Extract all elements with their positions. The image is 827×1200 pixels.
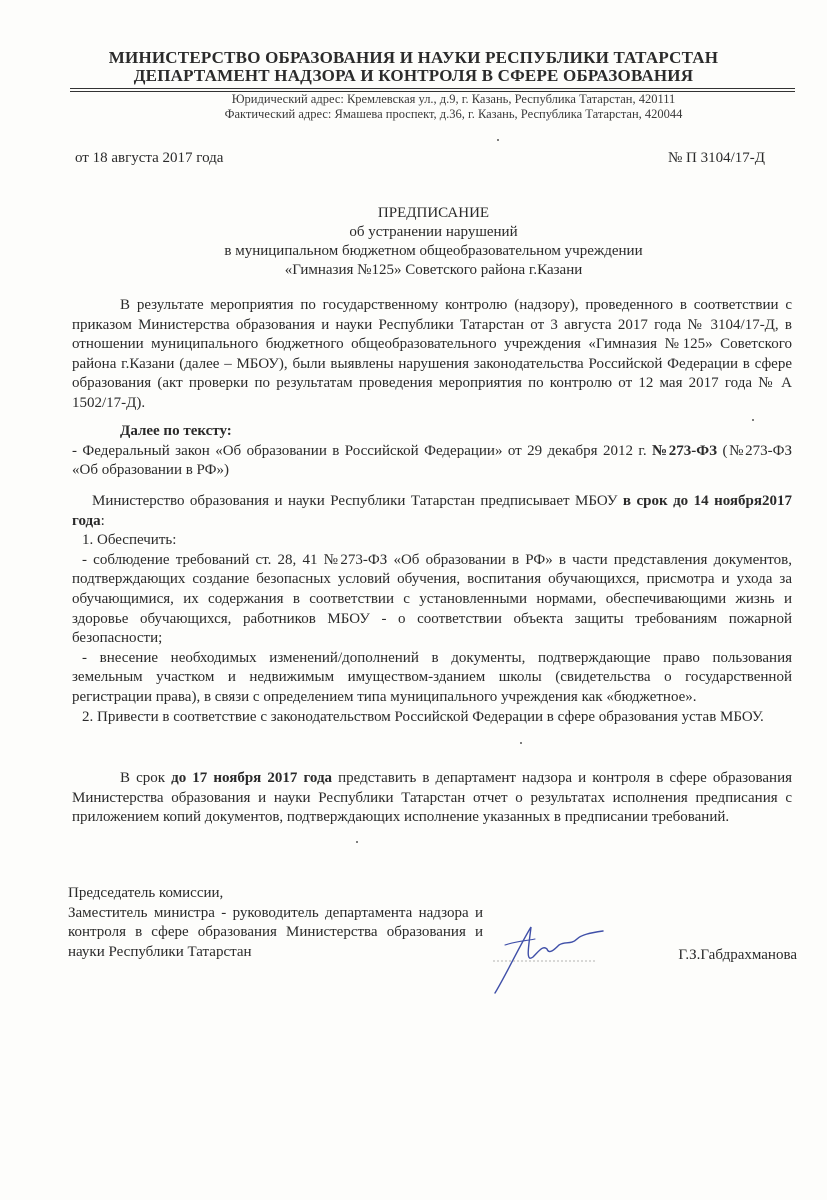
document-title: ПРЕДПИСАНИЕ bbox=[377, 205, 490, 221]
scan-speck bbox=[356, 841, 358, 843]
item-1-a: - соблюдение требований ст. 28, 41 №273-ФЗ «Об образовании в РФ» в части представления документов, подтверждающих создание безопасных условий обучения, воспитания обучающихся, присмотра и ухода за обучающимися, их содержания в соответствии с установленными нормами, обеспечивающими жизнь и здоровье обучающихся, работников МБОУ - о соответствии объекта защиты требованиям пожарной безопасности; bbox=[72, 551, 792, 647]
document-date: от 18 августа 2017 года bbox=[75, 150, 224, 166]
report-text-c: представить в департамент надзора и контроля в сфере образования Министерства образования и науки Республики Татарстан отчет о результатах исполнения предписания с приложением копий документов, подтверждающих исполнение указанных в предписании требований. bbox=[72, 770, 792, 826]
signatory-role-1: Председатель комиссии, bbox=[68, 885, 224, 901]
law-number: №273-ФЗ bbox=[652, 442, 718, 459]
order-deadline: в срок до 14 ноября2017 года bbox=[72, 493, 793, 529]
scan-speck bbox=[752, 419, 754, 421]
scan-speck bbox=[520, 742, 522, 744]
item-1-title: 1. Обеспечить: bbox=[82, 532, 177, 549]
report-text-a: В срок bbox=[120, 770, 172, 786]
item-1-b: - внесение необходимых изменений/дополнений в документы, подтверждающие право пользования земельным участком и недвижимым имуществом-зданием школы (свидетельства о государственной регистрации права), в связи с определением типа муниципального учреждения как «бюджетное». bbox=[72, 649, 792, 705]
document-subtitle-3: «Гимназия №125» Советского района г.Казани bbox=[284, 262, 583, 278]
actual-address: Фактический адрес: Ямашева проспект, д.36, г. Казань, Республика Татарстан, 420044 bbox=[224, 107, 683, 121]
order-intro bbox=[72, 492, 792, 531]
orders-block bbox=[72, 492, 792, 727]
legal-address: Юридический адрес: Кремлевская ул., д.9, г. Казань, Республика Татарстан, 420111 bbox=[231, 92, 676, 106]
signatory-role-2: Заместитель министра - руководитель департамента надзора и контроля в сфере образования Министерства образования и науки Республики Татарстан bbox=[68, 904, 483, 960]
further-text-a: - Федеральный закон «Об образовании в Российской Федерации» от 29 декабря 2012 г. bbox=[72, 442, 653, 459]
report-deadline: до 17 ноября 2017 года bbox=[171, 770, 333, 786]
report-paragraph bbox=[72, 769, 792, 828]
intro-paragraph: В результате мероприятия по государственному контролю (надзору), проведенного в соответствии с приказом Министерства образования и науки Республики Татарстан от 3 августа 2017 года № 3104/17-Д, в отношении муниципального бюджетного общеобразовательного учреждения «Гимназия №125» Советского района г.Казани (далее – МБОУ), были выявлены нарушения законодательства Российской Федерации в сфере образования (акт проверки по результатам проведения мероприятия по контролю от 12 мая 2017 года № А 1502/17-Д). bbox=[72, 297, 792, 411]
further-heading: Далее по тексту: bbox=[120, 423, 232, 439]
order-intro-text: Министерство образования и науки Республики Татарстан предписывает МБОУ bbox=[92, 493, 623, 509]
definitions-block bbox=[72, 422, 792, 481]
order-intro-colon: : bbox=[100, 512, 105, 529]
further-text-c: (№273-ФЗ «Об образовании в РФ») bbox=[72, 442, 793, 479]
document-subtitle-1: об устранении нарушений bbox=[349, 224, 518, 240]
document-number: № П 3104/17-Д bbox=[667, 150, 765, 166]
ministry-header: МИНИСТЕРСТВО ОБРАЗОВАНИЯ И НАУКИ РЕСПУБЛИКИ ТАТАРСТАН bbox=[108, 48, 719, 67]
signatory-block bbox=[68, 884, 483, 962]
further-text bbox=[72, 442, 792, 481]
document-subtitle-2: в муниципальном бюджетном общеобразовательном учреждении bbox=[224, 243, 643, 259]
scan-speck bbox=[497, 139, 499, 141]
signatory-name: Г.З.Габдрахманова bbox=[678, 947, 797, 963]
item-2: 2. Привести в соответствие с законодательством Российской Федерации в сфере образования устав МБОУ. bbox=[82, 708, 764, 725]
header-divider bbox=[70, 88, 795, 89]
handwritten-signature bbox=[485, 915, 615, 1000]
department-header: ДЕПАРТАМЕНТ НАДЗОРА И КОНТРОЛЯ В СФЕРЕ ОБРАЗОВАНИЯ bbox=[133, 66, 694, 85]
